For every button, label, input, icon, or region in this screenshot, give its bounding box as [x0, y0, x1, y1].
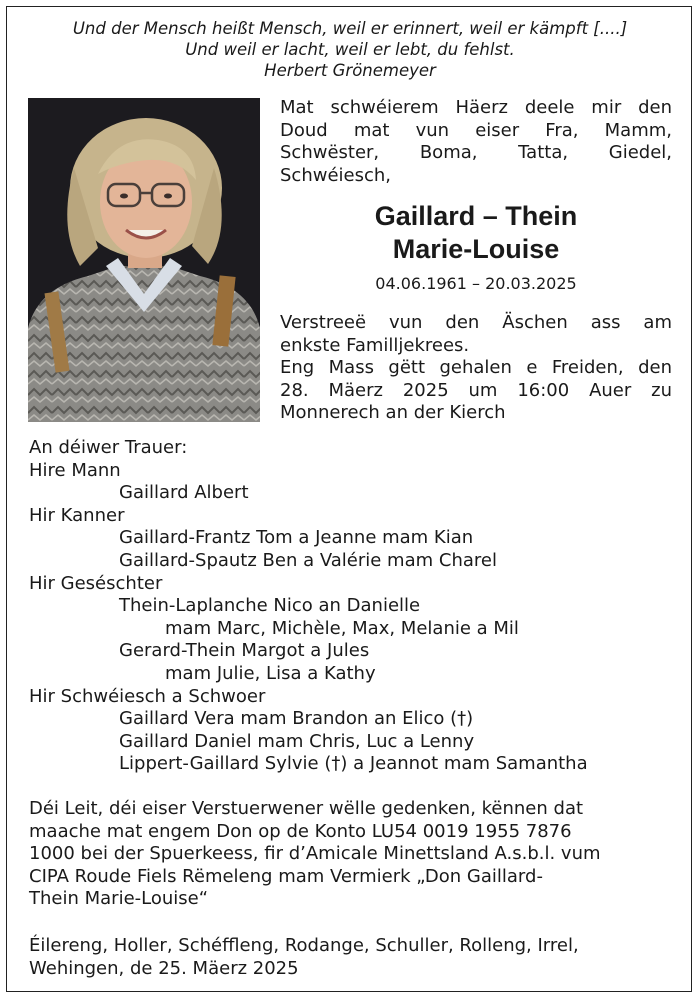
- mourner-entry: Lippert-Gaillard Sylvie (†) a Jeannot mam Samantha: [119, 753, 588, 775]
- life-dates: 04.06.1961 – 20.03.2025: [375, 274, 577, 293]
- places-and-date: [29, 935, 674, 980]
- mourner-entry: Gaillard Vera mam Brandon an Elico (†): [119, 708, 474, 730]
- text-line: 28. Mäerz 2025 um 16:00 Auer zu: [280, 379, 672, 401]
- quote-author: Herbert Grönemeyer: [264, 61, 436, 80]
- mourner-entry: Gaillard Daniel mam Chris, Luc a Lenny: [119, 730, 475, 752]
- text-line: Eng Mass gëtt gehalen e Freiden, den: [280, 357, 672, 379]
- text-line: Doud mat vun eiser Fra, Mamm,: [280, 119, 672, 141]
- quote-line: Und der Mensch heißt Mensch, weil er erinnert, weil er kämpft [....]: [72, 19, 628, 38]
- mourners-heading: An déiwer Trauer:: [29, 437, 188, 458]
- mourner-entry: Thein-Laplanche Nico an Danielle: [119, 595, 421, 617]
- deceased-name: [280, 200, 672, 266]
- text-line: maache mat engem Don op de Konto LU54 0019 1955 7876: [29, 820, 572, 842]
- relation-label: Hire Mann: [29, 459, 121, 481]
- mourner-entry: Gaillard-Spautz Ben a Valérie mam Charel: [119, 549, 497, 571]
- donation-note: [29, 798, 674, 911]
- portrait-photo: [28, 98, 260, 422]
- announcement-text: [280, 97, 672, 187]
- text-line: Déi Leit, déi eiser Verstuerwener wëlle gedenken, kënnen dat: [29, 798, 584, 819]
- relation-label: Hir Kanner: [29, 504, 125, 526]
- text-line: 1000 bei der Spuerkeess, fir d’Amicale Minettsland A.s.b.l. vum: [29, 843, 601, 865]
- text-line: Thein Marie-Louise“: [29, 888, 209, 910]
- text-line: Schwëster, Boma, Tatta, Giedel,: [280, 142, 672, 164]
- mourner-entry: Gaillard-Frantz Tom a Jeanne mam Kian: [119, 527, 474, 549]
- text-line: CIPA Roude Fiels Rëmeleng mam Vermierk „Don Gaillard-: [29, 865, 543, 887]
- epigraph-quote: [0, 18, 700, 81]
- text-line: Schwéiesch,: [280, 164, 392, 186]
- text-line: Monnerech an der Kierch: [280, 402, 506, 424]
- funeral-info: [280, 312, 672, 425]
- name-line: Gaillard – Thein: [374, 201, 578, 231]
- mourner-entry: Gerard-Thein Margot a Jules: [119, 640, 370, 662]
- mourner-subentry: mam Marc, Michèle, Max, Melanie a Mil: [165, 617, 519, 639]
- text-line: Verstreeë vun den Äschen ass am: [280, 312, 672, 333]
- quote-line: Und weil er lacht, weil er lebt, du fehlst.: [185, 40, 515, 59]
- mourner-entry: Gaillard Albert: [119, 482, 249, 504]
- text-line: Éilereng, Holler, Schéffleng, Rodange, Schuller, Rolleng, Irrel,: [29, 935, 579, 956]
- text-line: enkste Familljekrees.: [280, 334, 470, 356]
- mourners-list: [29, 437, 679, 776]
- relation-label: Hir Schwéiesch a Schwoer: [29, 685, 266, 707]
- relation-label: Hir Geséschter: [29, 572, 163, 594]
- name-line: Marie-Louise: [392, 234, 560, 264]
- mourner-subentry: mam Julie, Lisa a Kathy: [165, 662, 376, 684]
- text-line: Mat schwéierem Häerz deele mir den: [280, 97, 672, 118]
- text-line: Wehingen, de 25. Mäerz 2025: [29, 957, 299, 979]
